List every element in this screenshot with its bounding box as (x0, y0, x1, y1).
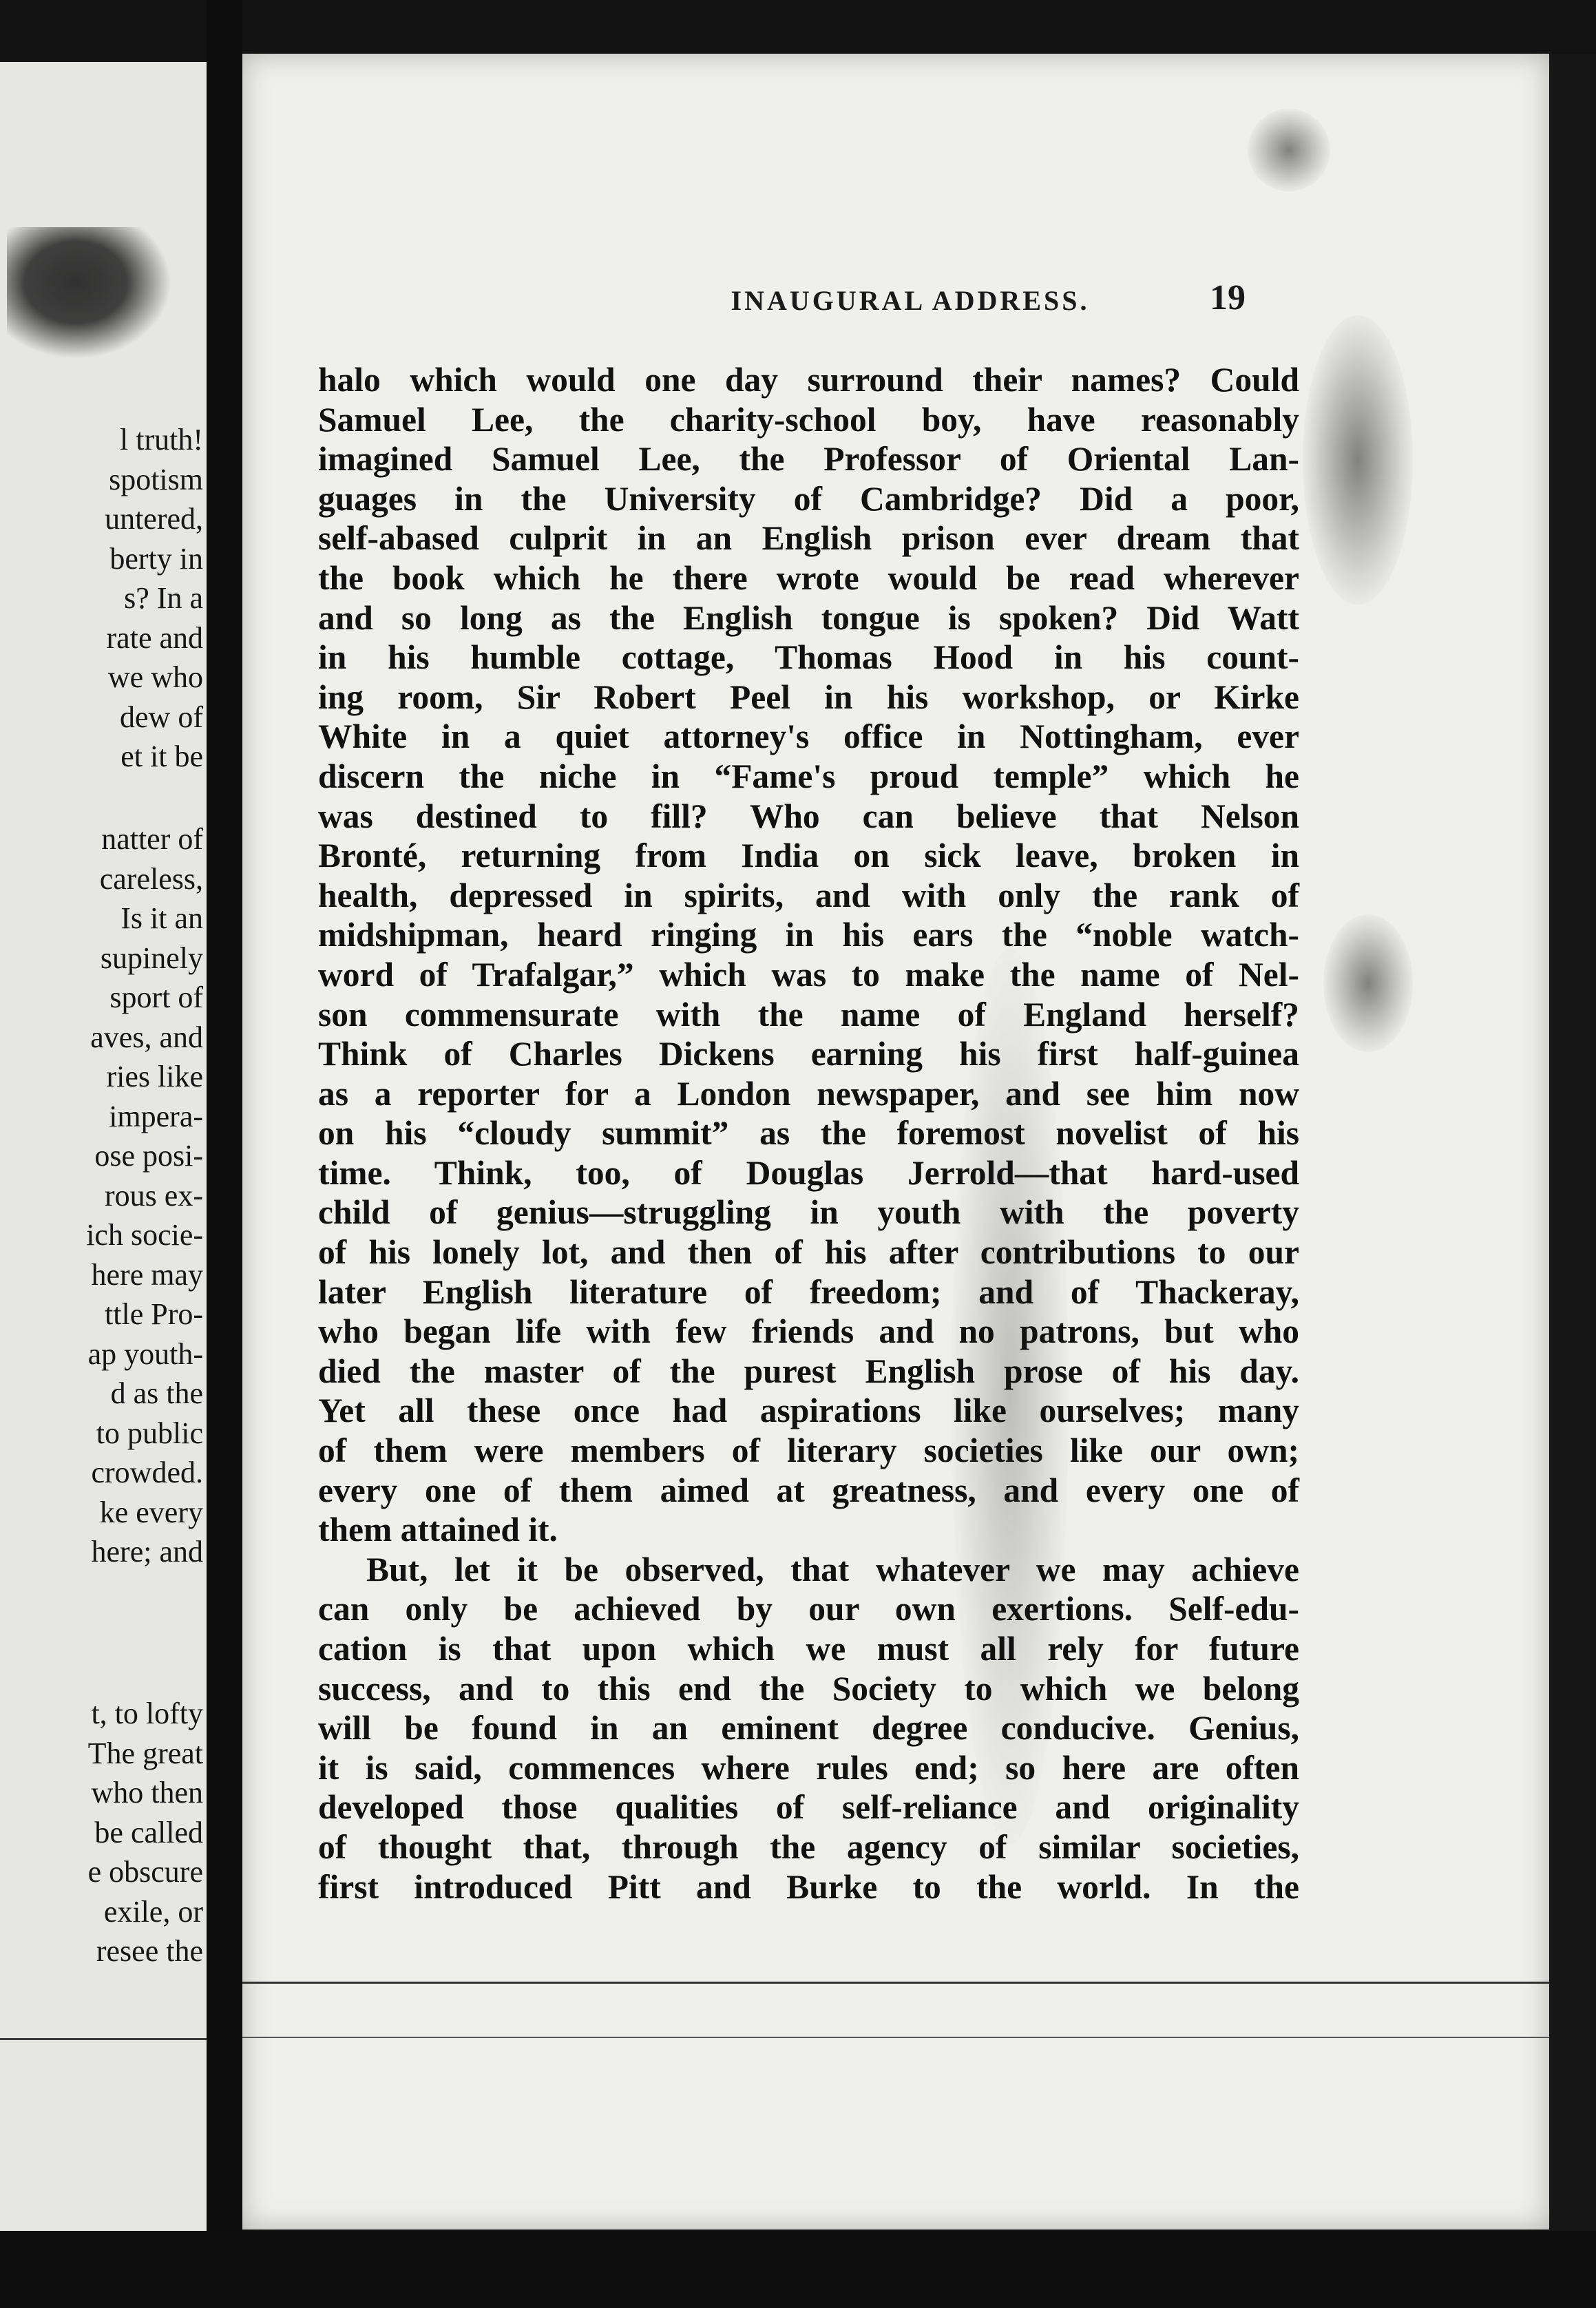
text-line: Think of Charles Dickens earning his first half-guinea (318, 1035, 1299, 1073)
ink-smudge (1248, 109, 1330, 191)
text-line: later English literature of freedom; and of Thackeray, (318, 1272, 1299, 1311)
book-page (242, 54, 1549, 2230)
text-line: developed those qualities of self-reliance and originality (318, 1788, 1299, 1827)
text-line: in his humble cottage, Thomas Hood in his count- (318, 638, 1299, 677)
facing-line: ose posi- (94, 1139, 203, 1173)
page-body-text (318, 360, 1299, 1907)
text-line: died the master of the purest English prose of his day. (318, 1352, 1299, 1390)
text-line: discern the niche in “Fame's proud temple” which he (318, 757, 1299, 795)
text-line: halo which would one day surround their names? Could (318, 361, 1299, 399)
text-line: every one of them aimed at greatness, and every one of (318, 1471, 1299, 1509)
running-head: INAUGURAL ADDRESS. (731, 285, 1090, 316)
facing-line: natter of (101, 822, 203, 856)
facing-line: ich socie- (86, 1218, 203, 1252)
facing-line: e obscure (87, 1855, 203, 1889)
text-line: time. Think, too, of Douglas Jerrold—that hard-used (318, 1153, 1299, 1192)
facing-line: untered, (105, 502, 203, 536)
facing-line: supinely (100, 941, 203, 975)
facing-page-text-bottom (0, 1694, 203, 1971)
text-line: self-abased culprit in an English prison ever dream that (318, 519, 1299, 558)
text-line: of them were members of literary societies like our own; (318, 1431, 1299, 1470)
ink-smudge (1303, 315, 1413, 605)
scan-right-edge (1549, 54, 1596, 2308)
text-line: them attained it. (318, 1511, 558, 1549)
text-line: health, depressed in spirits, and with only the rank of (318, 876, 1299, 914)
ink-stain (7, 227, 179, 365)
text-line: But, let it be observed, that whatever we may achieve (366, 1550, 1299, 1588)
text-line: imagined Samuel Lee, the Professor of Oriental Lan- (318, 440, 1299, 479)
facing-line: ttle Pro- (105, 1297, 203, 1331)
text-line: of his lonely lot, and then of his after contributions to our (318, 1233, 1299, 1272)
facing-line: exile, or (103, 1894, 203, 1929)
text-line: cation is that upon which we must all rely for future (318, 1630, 1299, 1668)
facing-line: et it be (120, 739, 203, 773)
text-line: will be found in an eminent degree conducive. Genius, (318, 1709, 1299, 1748)
text-line: success, and to this end the Society to which we belong (318, 1669, 1299, 1708)
page-bottom-rule-secondary (242, 2037, 1549, 2038)
facing-line: berty in (109, 541, 203, 576)
text-line: of thought that, through the agency of similar societies, (318, 1827, 1299, 1866)
page-bottom-rule (242, 1982, 1549, 1984)
facing-line: sport of (109, 980, 203, 1014)
text-line: the book which he there wrote would be read wherever (318, 558, 1299, 597)
facing-line: ap youth- (87, 1336, 203, 1371)
text-line: child of genius—struggling in youth with the poverty (318, 1193, 1299, 1232)
facing-line: here may (91, 1257, 203, 1292)
facing-line: ries like (106, 1060, 203, 1093)
facing-line: d as the (110, 1376, 203, 1410)
text-line: can only be achieved by our own exertions. Self-edu- (318, 1590, 1299, 1628)
facing-line: to public (96, 1416, 203, 1450)
facing-line: resee the (96, 1934, 203, 1968)
facing-line: s? In a (124, 581, 203, 615)
page-number: 19 (1210, 278, 1246, 317)
text-line: White in a quiet attorney's office in Nottingham, ever (318, 717, 1299, 756)
text-line: Yet all these once had aspirations like ourselves; many (318, 1392, 1299, 1430)
facing-line: we who (107, 660, 203, 694)
book-spine (207, 0, 242, 2308)
text-line: as a reporter for a London newspaper, and see him now (318, 1074, 1299, 1113)
facing-line: here; and (91, 1535, 203, 1569)
scan-bottom-edge (0, 2231, 1596, 2308)
facing-line: t, to lofty (91, 1697, 203, 1730)
facing-line: Is it an (120, 901, 203, 935)
text-line: Samuel Lee, the charity-school boy, have reasonably (318, 400, 1299, 439)
facing-line: who then (91, 1776, 203, 1809)
facing-line: aves, and (90, 1020, 203, 1054)
text-line: was destined to fill? Who can believe that Nelson (318, 797, 1299, 835)
facing-line: careless, (99, 861, 203, 896)
facing-line: impera- (109, 1099, 203, 1133)
ink-smudge (1323, 914, 1413, 1052)
text-line: who began life with few friends and no patrons, but who (318, 1312, 1299, 1351)
facing-line: be called (94, 1815, 203, 1849)
facing-line: rous ex- (105, 1178, 203, 1213)
facing-page-fragment (0, 62, 207, 2252)
facing-line: dew of (120, 700, 203, 734)
facing-line: spotism (109, 462, 203, 496)
text-line: on his “cloudy summit” as the foremost novelist of his (318, 1114, 1299, 1153)
text-line: it is said, commences where rules end; so here are often (318, 1748, 1299, 1787)
facing-page-text-top (0, 420, 203, 777)
facing-line: l truth! (120, 423, 203, 457)
facing-page-text-mid (0, 819, 203, 1572)
text-line: guages in the University of Cambridge? Did a poor, (318, 479, 1299, 518)
facing-line: ke every (99, 1495, 203, 1529)
text-line: midshipman, heard ringing in his ears the “noble watch- (318, 916, 1299, 954)
text-line: son commensurate with the name of England herself? (318, 995, 1299, 1034)
text-line: first introduced Pitt and Burke to the world. In the (318, 1867, 1299, 1906)
facing-line: crowded. (91, 1456, 203, 1489)
text-line: Bronté, returning from India on sick leave, broken in (318, 837, 1299, 875)
text-line: ing room, Sir Robert Peel in his workshop, or Kirke (318, 678, 1299, 716)
text-line: and so long as the English tongue is spoken? Did Watt (318, 598, 1299, 637)
text-line: word of Trafalgar,” which was to make the name of Nel- (318, 955, 1299, 994)
facing-line: The great (87, 1736, 203, 1770)
facing-line: rate and (106, 620, 203, 655)
facing-page-rule (0, 2038, 207, 2040)
